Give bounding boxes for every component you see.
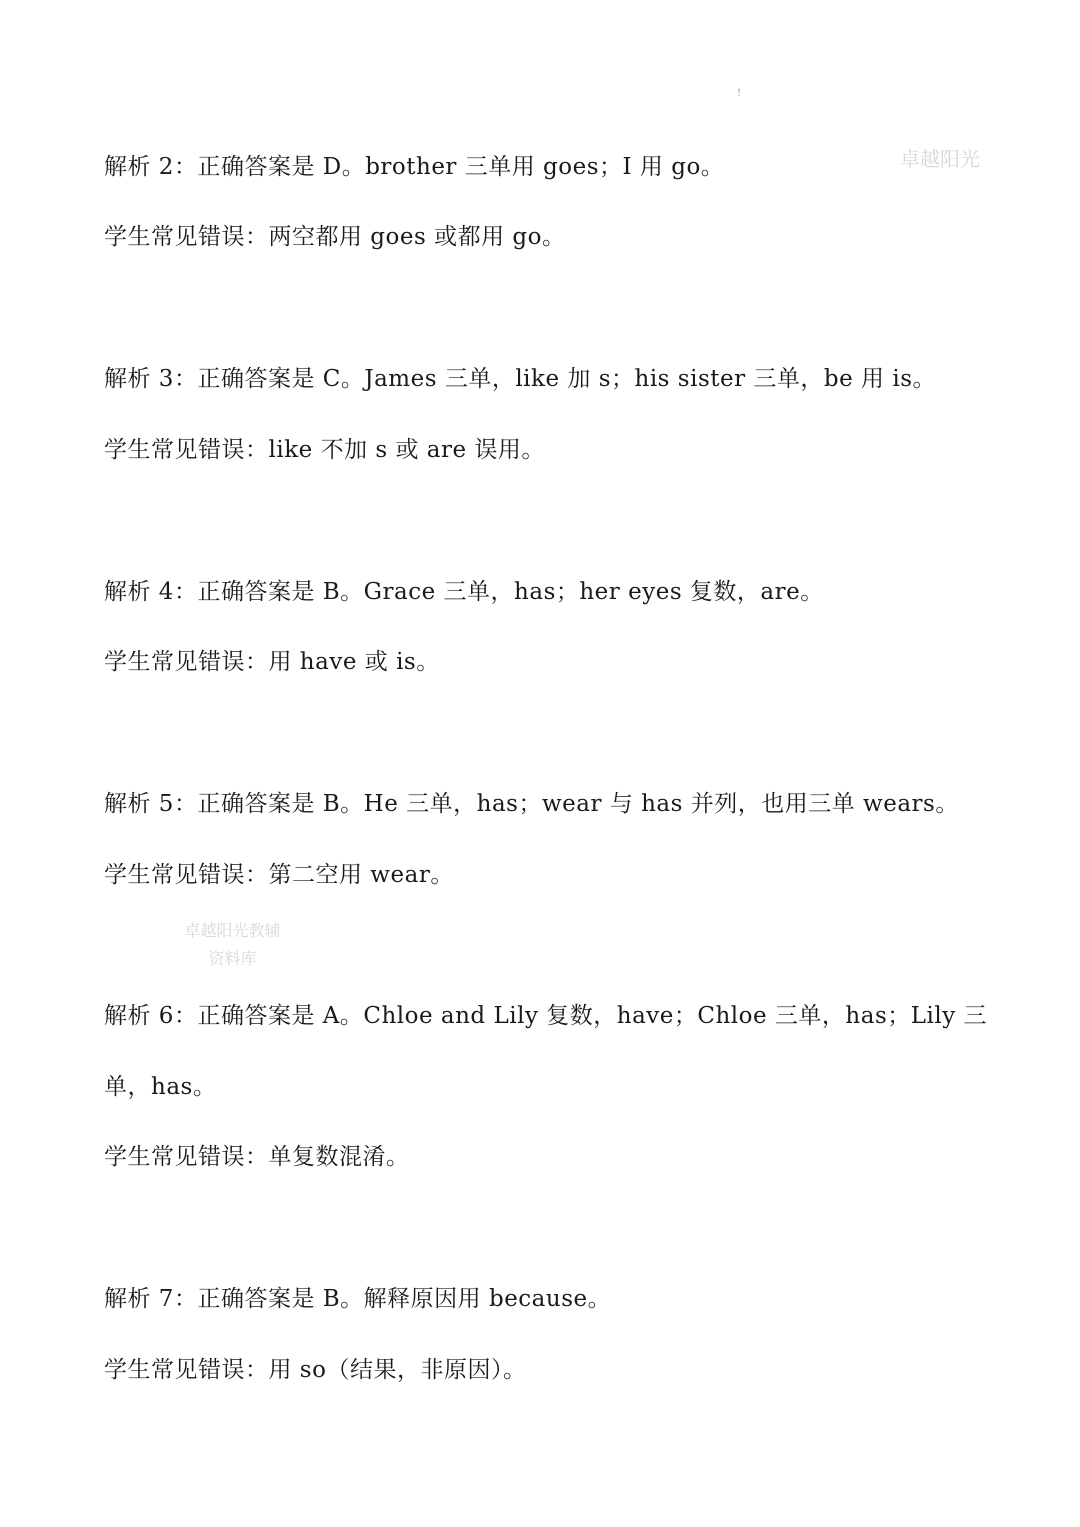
- watermark-middle-line2: 资料库: [208, 949, 257, 968]
- page-mark: !: [737, 88, 742, 99]
- common-error-3: 学生常见错误：like 不加 s 或 are 误用。: [104, 437, 545, 463]
- common-error-2: 学生常见错误：两空都用 goes 或都用 go。: [104, 224, 566, 250]
- watermark-middle: [170, 917, 295, 973]
- watermark-top: 卓越阳光: [900, 147, 980, 171]
- analysis-7: 解析 7：正确答案是 B。解释原因用 because。: [104, 1286, 612, 1312]
- analysis-2: 解析 2：正确答案是 D。brother 三单用 goes；I 用 go。: [104, 154, 725, 180]
- watermark-middle-line1: 卓越阳光教辅: [184, 921, 281, 940]
- analysis-6-continued: 单，has。: [104, 1074, 217, 1100]
- common-error-5: 学生常见错误：第二空用 wear。: [104, 862, 454, 888]
- common-error-6: 学生常见错误：单复数混淆。: [104, 1144, 410, 1170]
- common-error-4: 学生常见错误：用 have 或 is。: [104, 649, 440, 675]
- analysis-6: 解析 6：正确答案是 A。Chloe and Lily 复数，have；Chloe 三单，has；Lily 三: [104, 1003, 988, 1029]
- common-error-7: 学生常见错误：用 so（结果，非原因）。: [104, 1357, 527, 1383]
- analysis-5: 解析 5：正确答案是 B。He 三单，has；wear 与 has 并列，也用三单 wears。: [104, 791, 959, 817]
- analysis-3: 解析 3：正确答案是 C。James 三单，like 加 s；his sister 三单，be 用 is。: [104, 366, 937, 392]
- analysis-4: 解析 4：正确答案是 B。Grace 三单，has；her eyes 复数，are。: [104, 579, 824, 605]
